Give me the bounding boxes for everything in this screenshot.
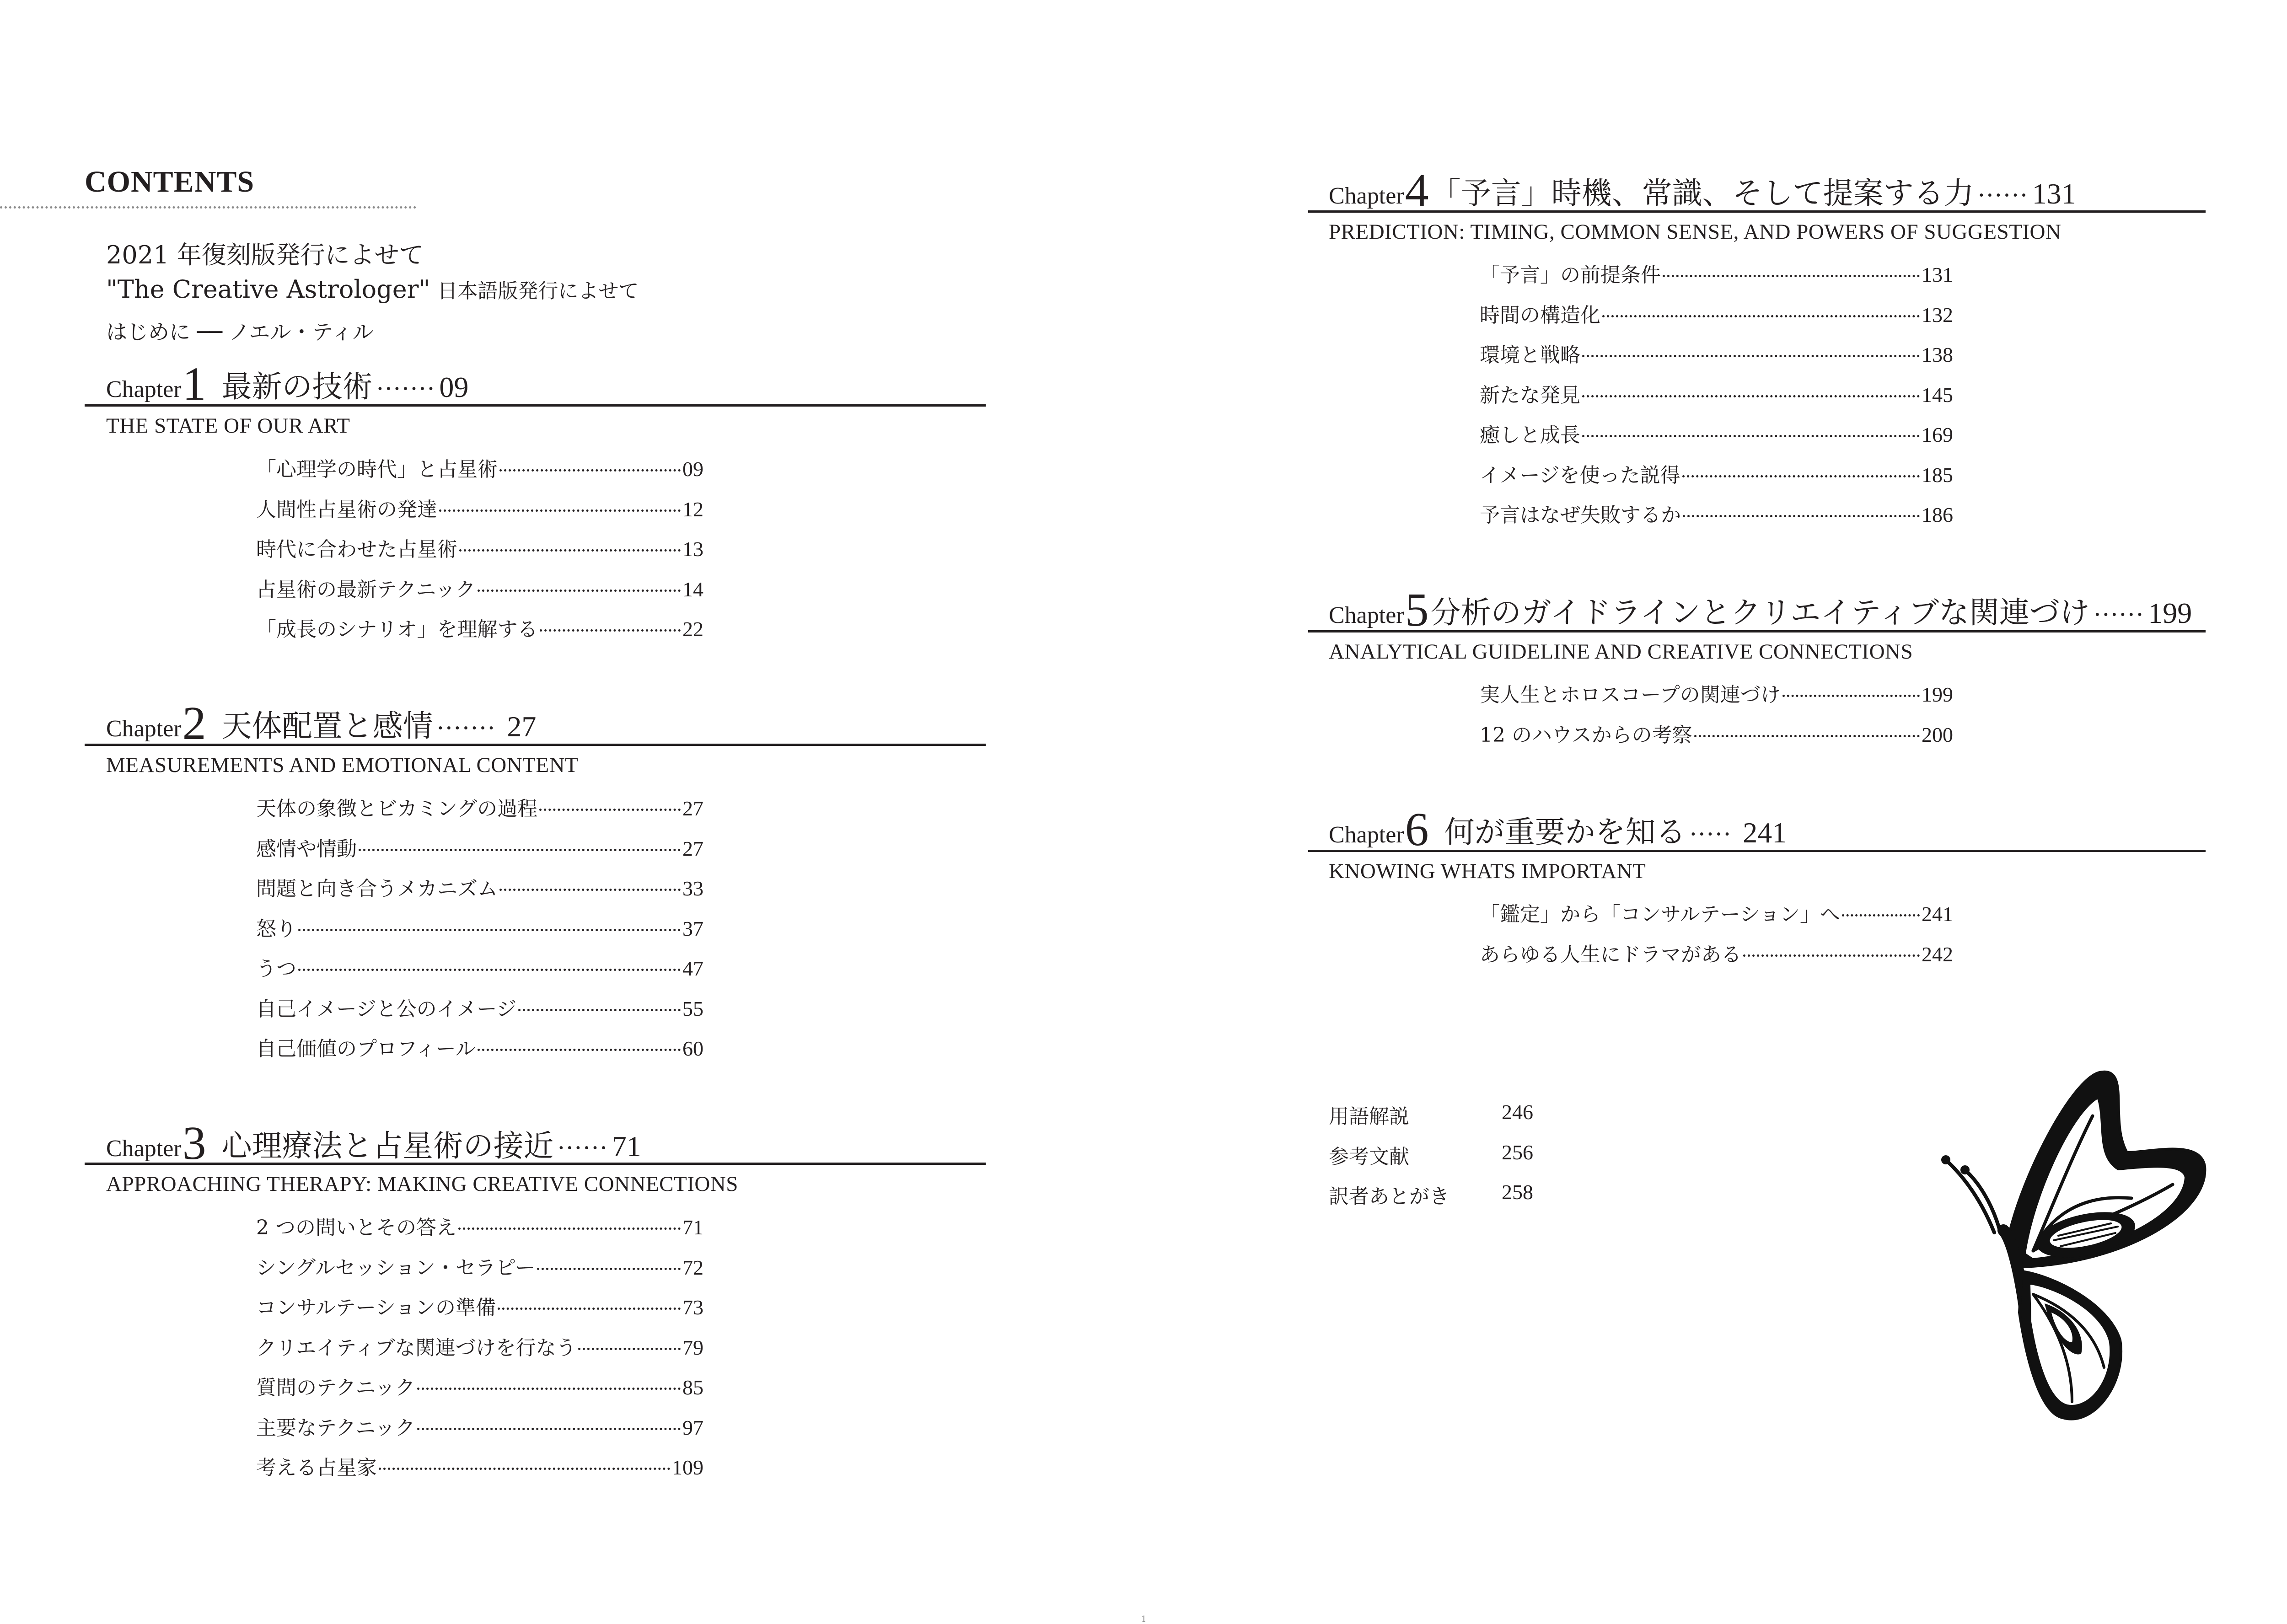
toc-entry-page: 47 [682,957,703,980]
chapter-page: 27 [499,710,537,743]
toc-entry[interactable] [256,1411,703,1439]
contents-heading: CONTENTS [85,165,255,198]
chapter-number: 1 [182,358,206,410]
toc-entry-page: 242 [1922,943,1953,966]
toc-entry[interactable] [1480,898,1953,925]
toc-entry[interactable] [1480,718,1953,746]
leader-dots [359,849,681,851]
toc-entry[interactable] [256,992,703,1020]
leader-dots [1682,475,1920,477]
chapter-5-english-title: ANALYTICAL GUIDELINE AND CREATIVE CONNECTIONS [1329,640,1913,664]
toc-entry-page: 241 [1922,902,1953,926]
toc-entry-title: うつ [256,957,296,981]
toc-entry-title: 自己イメージと公のイメージ [256,997,517,1021]
toc-entry-page: 73 [682,1296,703,1319]
butterfly-antenna-tip [1960,1165,1970,1174]
chapter-word: Chapter [1329,602,1404,628]
leader-dots [1582,395,1920,397]
toc-entry-title: 実人生とホロスコープの関連づけ [1480,683,1781,707]
toc-entry[interactable] [256,1032,703,1060]
toc-entry-page: 72 [682,1256,703,1279]
toc-entry-title: 質問のテクニック [256,1376,415,1399]
chapter-4-rule [1308,210,2206,213]
leader-dots [458,1227,681,1230]
toc-entry[interactable] [1480,459,1953,486]
chapter-title: 何が重要かを知る [1444,815,1686,850]
toc-entry-title: 時代に合わせた占星術 [256,538,457,561]
toc-entry[interactable] [256,792,703,820]
toc-entry[interactable] [1480,258,1953,286]
back-matter-title[interactable]: 訳者あとがき [1329,1185,1450,1208]
toc-entry[interactable] [256,1371,703,1399]
chapter-page: 199 [2148,597,2192,629]
chapter-5-heading [1329,586,2192,634]
chapter-title: 「予言」時機、常識、そして提案する力 [1430,176,1974,211]
leader-dots [459,549,681,552]
leader-dots [298,929,681,931]
toc-entry-title: 時間の構造化 [1480,304,1600,327]
chapter-leader-dots: ······· [436,715,496,742]
leader-dots [540,629,681,632]
leader-dots [478,1049,681,1051]
leader-dots [1842,914,1920,917]
toc-entry-title: 新たな発見 [1480,384,1580,407]
toc-entry-page: 71 [682,1216,703,1239]
toc-entry[interactable] [256,1211,703,1238]
toc-entry-title: 主要なテクニック [256,1416,415,1440]
intro-book-title: "The Creative Astrologer" [106,275,430,304]
toc-entry[interactable] [256,453,703,480]
leader-dots [537,1268,681,1270]
toc-entry-title: 考える占星家 [256,1456,377,1479]
toc-entry-title: シングルセッション・セラピー [256,1256,536,1280]
toc-entry-title: イメージを使った説得 [1480,464,1680,487]
toc-entry-page: 138 [1922,343,1953,366]
toc-entry-page: 09 [682,457,703,481]
leader-dots [1782,695,1920,697]
leader-dots [499,469,681,472]
butterfly-antenna-tip [1941,1155,1950,1164]
toc-entry-page: 27 [682,797,703,820]
butterfly-illustration [1935,1066,2218,1431]
leader-dots [1602,315,1920,317]
toc-entry-page: 22 [682,617,703,641]
leader-dots [298,969,681,971]
back-matter-page: 256 [1502,1141,1533,1164]
contents-dotted-rule [0,206,416,209]
toc-entry[interactable] [256,1251,703,1279]
toc-entry[interactable] [256,493,703,520]
back-matter-page: 258 [1502,1180,1533,1204]
toc-entry-title: 「予言」の前提条件 [1480,263,1661,287]
chapter-title: 分析のガイドラインとクリエイティブな関連づけ [1430,595,2090,630]
toc-entry-title: コンサルテーションの準備 [256,1296,496,1319]
toc-entry-page: 85 [682,1376,703,1399]
toc-entry[interactable] [1480,418,1953,446]
intro-line-japanese-edition [106,274,639,304]
chapter-leader-dots: ······· [376,375,436,403]
toc-entry[interactable] [1480,678,1953,706]
leader-dots [439,509,681,512]
chapter-2-rule [85,744,986,746]
chapter-page: 131 [2032,177,2076,210]
leader-dots [1582,355,1920,357]
back-matter-page: 246 [1502,1100,1533,1124]
toc-entry[interactable] [1480,938,1953,965]
toc-entry[interactable] [256,1331,703,1359]
chapter-6-heading [1329,803,1787,856]
chapter-1-heading [106,360,468,408]
leader-dots [417,1388,681,1390]
chapter-word: Chapter [106,716,182,742]
toc-entry-title: 2 つの問いとその答え [256,1216,456,1239]
back-matter-title[interactable]: 参考文献 [1329,1145,1409,1168]
toc-entry-title: 12 のハウスからの考察 [1480,724,1692,747]
toc-entry[interactable] [256,1291,703,1318]
toc-entry[interactable] [256,573,703,600]
chapter-number: 3 [182,1117,206,1169]
chapter-2-english-title: MEASUREMENTS AND EMOTIONAL CONTENT [106,753,579,777]
chapter-word: Chapter [106,1136,182,1162]
toc-entry-title: クリエイティブな関連づけを行なう [256,1336,576,1360]
toc-entry-page: 60 [682,1037,703,1060]
toc-entry-page: 14 [682,578,703,601]
butterfly-antenna [1967,1172,2000,1230]
toc-entry[interactable] [1480,379,1953,406]
toc-entry-title: 占星術の最新テクニック [256,578,476,601]
chapter-leader-dots: ······ [1977,182,2029,209]
chapter-number: 2 [182,697,206,750]
chapter-page: 241 [1735,816,1787,849]
toc-entry-page: 79 [682,1336,703,1359]
chapter-2-heading [106,697,537,750]
chapter-3-rule [85,1163,986,1165]
toc-entry-page: 145 [1922,383,1953,407]
chapter-word: Chapter [1329,183,1404,209]
toc-entry[interactable] [256,613,703,640]
leader-dots [1743,954,1920,957]
chapter-page: 09 [439,371,469,403]
intro-line-anniversary: 2021 年復刻版発行によせて [106,241,424,269]
intro-line-preface: はじめに ── ノエル・ティル [106,320,374,344]
chapter-leader-dots: ····· [1689,821,1732,848]
toc-entry-title: 問題と向き合うメカニズム [256,877,498,900]
chapter-5-rule [1308,630,2206,632]
back-matter-title[interactable]: 用語解説 [1329,1105,1409,1128]
toc-entry[interactable] [256,872,703,900]
toc-entry[interactable] [256,912,703,940]
toc-entry-page: 131 [1922,263,1953,286]
toc-entry-page: 12 [682,498,703,521]
page-number: 1 [1141,1614,1147,1624]
chapter-4-english-title: PREDICTION: TIMING, COMMON SENSE, AND POWERS OF SUGGESTION [1329,220,2062,244]
toc-entry-title: 「鑑定」から「コンサルテーション」へ [1480,903,1841,926]
intro-edition-note: 日本語版発行によせて [437,279,639,303]
chapter-page: 71 [612,1130,641,1163]
chapter-number: 5 [1405,584,1429,636]
chapter-word: Chapter [106,376,182,402]
toc-entry-page: 37 [682,917,703,940]
chapter-word: Chapter [1329,822,1404,848]
chapter-title: 心理療法と占星術の接近 [221,1128,554,1163]
leader-dots [1683,515,1920,517]
leader-dots [417,1428,681,1430]
chapter-4-heading [1329,164,2076,217]
toc-entry-title: 人間性占星術の発達 [256,498,437,521]
toc-entry[interactable] [256,1451,703,1479]
toc-entry-page: 199 [1922,683,1953,706]
toc-entry-page: 200 [1922,723,1953,746]
toc-entry-title: 「心理学の時代」と占星術 [256,458,498,481]
leader-dots [1582,435,1920,437]
leader-dots [1663,275,1920,277]
toc-entry-title: 天体の象徴とビカミングの過程 [256,797,538,820]
leader-dots [379,1468,670,1470]
toc-entry[interactable] [256,832,703,860]
chapter-3-heading [106,1117,641,1169]
toc-entry-title: あらゆる人生にドラマがある [1480,943,1741,966]
toc-entry-page: 33 [682,877,703,900]
toc-entry-title: 「成長のシナリオ」を理解する [256,618,538,641]
chapter-6-english-title: KNOWING WHATS IMPORTANT [1329,859,1646,883]
toc-entry-page: 132 [1922,303,1953,327]
leader-dots [1694,735,1920,737]
toc-entry-page: 185 [1922,463,1953,487]
toc-entry-title: 癒しと成長 [1480,423,1580,447]
leader-dots [518,1009,681,1011]
chapter-number: 6 [1405,803,1429,856]
toc-entry[interactable] [1480,338,1953,366]
toc-entry[interactable] [1480,299,1953,326]
toc-entry-page: 186 [1922,503,1953,526]
toc-entry[interactable] [1480,498,1953,526]
toc-entry-page: 55 [682,997,703,1020]
chapter-leader-dots: ······ [557,1135,608,1162]
leader-dots [539,809,681,811]
toc-entry-page: 27 [682,837,703,860]
leader-dots [578,1348,681,1350]
toc-entry-page: 169 [1922,423,1953,446]
chapter-title: 最新の技術 [221,369,373,404]
chapter-number: 4 [1405,164,1429,217]
chapter-3-english-title: APPROACHING THERAPY: MAKING CREATIVE CONNECTIONS [106,1172,738,1196]
toc-entry[interactable] [256,952,703,980]
toc-entry-title: 感情や情動 [256,837,357,861]
toc-entry-title: 怒り [256,917,296,941]
toc-entry-page: 109 [672,1456,703,1479]
toc-entry[interactable] [256,533,703,560]
toc-entry-page: 97 [682,1416,703,1439]
chapter-title: 天体配置と感情 [221,708,433,744]
toc-entry-title: 環境と戦略 [1480,343,1580,367]
leader-dots [499,889,681,891]
chapter-6-rule [1308,850,2206,852]
toc-entry-title: 自己価値のプロフィール [256,1037,476,1061]
leader-dots [478,590,681,592]
toc-entry-page: 13 [682,537,703,561]
chapter-leader-dots: ······ [2094,601,2145,629]
chapter-1-rule [85,404,986,407]
leader-dots [498,1308,681,1310]
toc-entry-title: 予言はなぜ失敗するか [1480,504,1681,527]
chapter-1-english-title: THE STATE OF OUR ART [106,414,350,438]
